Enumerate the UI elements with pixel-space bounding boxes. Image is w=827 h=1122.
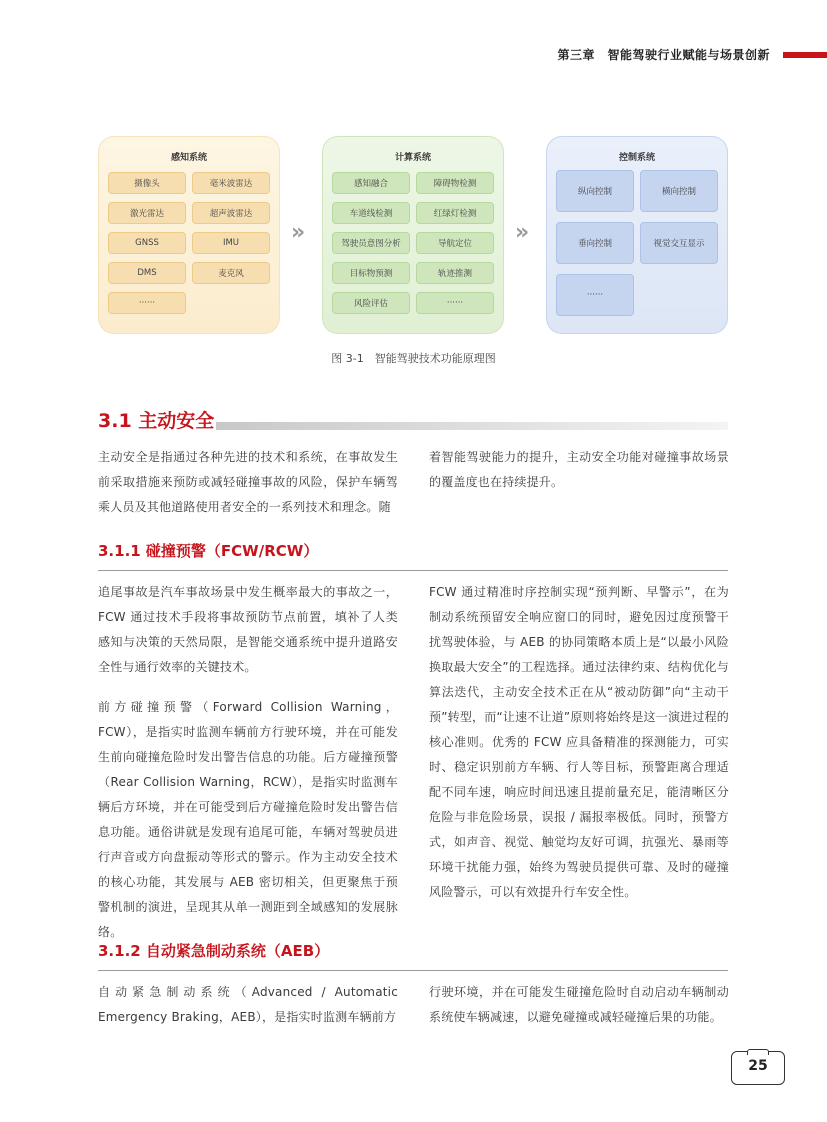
aeb-left-paragraph: 自动紧急制动系统（Advanced / Automatic Emergency Braking，AEB），是指实时监测车辆前方 bbox=[98, 985, 398, 1024]
double-chevron-right-icon: ›› bbox=[515, 220, 526, 245]
control-item: ······ bbox=[556, 274, 634, 316]
chapter-header: 第三章 智能驾驶行业赋能与场景创新 bbox=[557, 48, 770, 62]
control-item: 垂向控制 bbox=[556, 222, 634, 264]
control-item: 视觉交互显示 bbox=[640, 222, 718, 264]
computing-item: 驾驶员意图分析 bbox=[332, 232, 410, 254]
perception-item: 毫米波雷达 bbox=[192, 172, 270, 194]
computing-item: 感知融合 bbox=[332, 172, 410, 194]
subsection-rule bbox=[98, 570, 728, 571]
aeb-right-paragraph: 行驶环境，并在可能发生碰撞危险时自动启动车辆制动系统使车辆减速，以避免碰撞或减轻碰撞后果的功能。 bbox=[429, 985, 729, 1024]
perception-panel bbox=[98, 136, 280, 334]
fcw-left-paragraph-1: 追尾事故是汽车事故场景中发生概率最大的事故之一，FCW 通过技术手段将事故预防节点前置，填补了人类感知与决策的天然局限，是智能交通系统中提升道路安全性与通行效率的关键技术。 bbox=[98, 585, 398, 674]
perception-item: ······ bbox=[108, 292, 186, 314]
computing-panel bbox=[322, 136, 504, 334]
computing-item: 障碍物检测 bbox=[416, 172, 494, 194]
section-title-bar bbox=[216, 422, 728, 430]
figure-caption: 图 3-1 智能驾驶技术功能原理图 bbox=[331, 352, 496, 365]
control-item: 横向控制 bbox=[640, 170, 718, 212]
perception-item: 激光雷达 bbox=[108, 202, 186, 224]
subsection-title-aeb: 3.1.2 自动紧急制动系统（AEB） bbox=[98, 942, 330, 960]
section-title: 3.1 主动安全 bbox=[98, 410, 215, 432]
computing-item: 导航定位 bbox=[416, 232, 494, 254]
subsection-rule bbox=[98, 970, 728, 971]
subsection-title-fcw: 3.1.1 碰撞预警（FCW/RCW） bbox=[98, 542, 319, 560]
perception-item: 摄像头 bbox=[108, 172, 186, 194]
page-number-box-notch bbox=[747, 1049, 769, 1055]
control-item: 纵向控制 bbox=[556, 170, 634, 212]
computing-item: 目标物预测 bbox=[332, 262, 410, 284]
intro-right-paragraph: 着智能驾驶能力的提升，主动安全功能对碰撞事故场景的覆盖度也在持续提升。 bbox=[429, 450, 729, 489]
control-panel bbox=[546, 136, 728, 334]
function-diagram bbox=[98, 136, 730, 336]
page-number: 25 bbox=[748, 1058, 768, 1074]
computing-item: 轨迹推测 bbox=[416, 262, 494, 284]
fcw-right-paragraph: FCW 通过精准时序控制实现“预判断、早警示”，在为制动系统预留安全响应窗口的同时，避免因过度预警干扰驾驶体验，与 AEB 的协同策略本质上是“以最小风险换取最大安全”的工程选择。通过法律约束、结构优化与算法迭代，主动安全技术正在从“被动防御”向“主动干预”转型，而“让速不让道”原则将始终是这一演进过程的核心准则。优秀的 FCW 应具备精准的探测能力，可实时、稳定识别前方车辆、行人等目标，预警距离合理适配不同车速，响应时间迅速且提前量充足，能清晰区分危险与非危险场景，误报 / 漏报率极低。同时，预警方式，如声音、视觉、触觉均友好可调，抗强光、暴雨等环境干扰能力强，始终为驾驶员提供可靠、及时的碰撞风险警示，可以有效提升行车安全性。 bbox=[429, 585, 729, 899]
perception-item: 超声波雷达 bbox=[192, 202, 270, 224]
computing-item: 车道线检测 bbox=[332, 202, 410, 224]
intro-left-paragraph: 主动安全是指通过各种先进的技术和系统，在事故发生前采取措施来预防或减轻碰撞事故的风险，保护车辆驾乘人员及其他道路使用者安全的一系列技术和理念。随 bbox=[98, 450, 398, 514]
double-chevron-right-icon: ›› bbox=[291, 220, 302, 245]
perception-item: 麦克风 bbox=[192, 262, 270, 284]
computing-title: 计算系统 bbox=[394, 153, 431, 163]
perception-item: GNSS bbox=[108, 232, 186, 254]
perception-title: 感知系统 bbox=[170, 153, 207, 163]
computing-item: 风险评估 bbox=[332, 292, 410, 314]
perception-item: IMU bbox=[192, 232, 270, 254]
fcw-left-paragraph-2: 前方碰撞预警（Forward Collision Warning，FCW），是指实时监测车辆前方行驶环境，并在可能发生前向碰撞危险时发出警告信息的功能。后方碰撞预警（Rear Collision Warning，RCW），是指实时监测车辆后方环境，并在可能受到后方碰撞危险时发出警告信息功能。通俗讲就是发现有追尾可能，车辆对驾驶员进行声音或方向盘振动等形式的警示。作为主动安全技术的核心功能，其发展与 AEB 密切相关，但更聚焦于预警机制的演进，呈现其从单一测距到全域感知的发展脉络。 bbox=[98, 700, 398, 939]
computing-item: 红绿灯检测 bbox=[416, 202, 494, 224]
header-accent-bar bbox=[783, 52, 827, 58]
computing-item: ······ bbox=[416, 292, 494, 314]
control-title: 控制系统 bbox=[618, 153, 655, 163]
perception-item: DMS bbox=[108, 262, 186, 284]
